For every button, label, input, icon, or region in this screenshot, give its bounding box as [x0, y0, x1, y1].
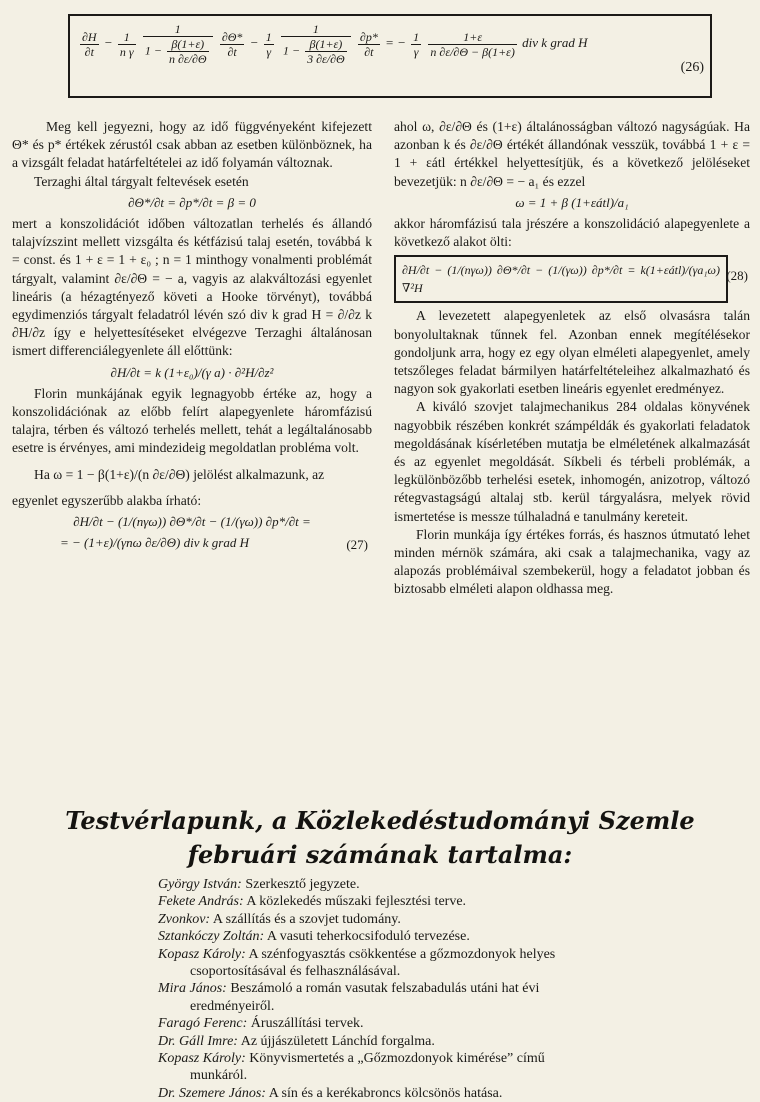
- toc-title: Áruszállítási tervek.: [250, 1016, 364, 1032]
- paragraph: Meg kell jegyezni, hogy az idő függvényeként kifejezett Θ* és p* értékek zérustól csak abban az esetben különböznek, ha a vizsgált feladat határfeltételei az idő folyamán változnak.: [12, 119, 372, 171]
- toc-author: Sztankóczy Zoltán:: [158, 929, 265, 945]
- section-heading: Testvérlapunk, a Közlekedéstudományi Szemle: [65, 806, 695, 835]
- toc-entry: [158, 1033, 748, 1050]
- toc-title-continued: eredményeiről.: [190, 998, 275, 1014]
- equation: = − (1+ε)/(γnω ∂ε/∂Θ) div k grad H: [60, 535, 249, 551]
- equation: ∂Θ*/∂t = ∂p*/∂t = β = 0: [128, 194, 256, 210]
- toc-author: Kopasz Károly:: [158, 946, 246, 962]
- toc-author: Dr. Gáll Imre:: [158, 1033, 238, 1049]
- toc-title: A közlekedés műszaki fejlesztési terve.: [246, 894, 467, 910]
- toc-title: Az újjászületett Lánchíd forgalma.: [240, 1033, 435, 1049]
- equation-28: ∂H/∂t − (1/(nγω)) ∂Θ*/∂t − (1/(γω)) ∂p*/∂t = k(1+εátl)/(γa₁ω) ∇²H: [402, 263, 720, 296]
- toc-list: [158, 876, 748, 1102]
- equation-number: (27): [346, 537, 368, 553]
- toc-entry: [158, 1015, 748, 1032]
- equation: ω = 1 + β (1+εátl)/a₁: [515, 194, 629, 210]
- paragraph: A levezetett alapegyenletek az első olvasásra talán bonyolultaknak tűnnek fel. Azonban ennek megítélésekor gondoljunk arra, hogy ez egy olyan elméleti alapegyenlet, amely tetszőleges feladat bármilyen határfeltételeihez alkalmazható és nagyon sok gyakorlati esetben lineáris egyenlet eredményez.: [394, 308, 750, 397]
- toc-title: Szerkesztő jegyzete.: [245, 877, 360, 892]
- equation-28-box: [394, 255, 728, 303]
- equation-26-box: [68, 14, 712, 98]
- toc-author: Dr. Szemere János:: [158, 1085, 266, 1101]
- paragraph: egyenlet egyszerűbb alakba írható:: [12, 492, 202, 508]
- equation: ∂H/∂t − (1/(nγω)) ∂Θ*/∂t − (1/(γω)) ∂p*/∂t =: [73, 514, 311, 530]
- toc-title: A szállítás és a szovjet tudomány.: [212, 911, 401, 927]
- section-subheading: februári számának tartalma:: [187, 840, 573, 869]
- toc-title: A sín és a kerékabroncs kölcsönös hatása.: [268, 1085, 503, 1101]
- toc-entry: [158, 928, 748, 945]
- paragraph: A kiváló szovjet talajmechanikus 284 oldalas könyvének nagyobbik részében konkrét számpéldák és gyakorlati feladatok megoldásának kísérletében mutatja be elméletének alkalmazását és az egyenlet megoldását. Síkbeli és térbeli problémák, a legkülönbözőbb terhelési esetek, inhomogén, anizotrop, változó rétegvastagságú altalaj stb. kerül tárgyalásra, melyek rövid ismertetése is messze túlhaladná e tanulmány kereteit.: [394, 399, 750, 524]
- toc-title: A vasuti teherkocsifoduló tervezése.: [266, 929, 470, 945]
- toc-entry: [158, 946, 748, 981]
- toc-title: Könyvismertetés a „Gőzmozdonyok kimérése” című: [249, 1051, 545, 1067]
- equation-number: (26): [680, 60, 704, 75]
- paragraph: Florin munkájának egyik legnagyobb értéke az, hogy a konszolidációnak az előbb felírt alapegyenlete háromfázisú talajra, térben és változó terhelés mellett, tehát a legáltalánosabb esetre is érvényes, ami mindezideig megoldatlan probléma volt.: [12, 385, 372, 456]
- toc-title: A szénfogyasztás csökkentése a gőzmozdonyok helyes: [248, 946, 556, 962]
- toc-title-continued: csoportosításával és felhasználásával.: [190, 964, 401, 980]
- equation: ∂H/∂t = k (1+ε₀)/(γ a) · ∂²H/∂z²: [110, 364, 274, 380]
- toc-entry: [158, 876, 748, 893]
- paragraph: Ha ω = 1 − β(1+ε)/(n ∂ε/∂Θ) jelölést alkalmazunk, az: [34, 466, 325, 482]
- toc-entry: [158, 980, 748, 1015]
- toc-entry: [158, 893, 748, 910]
- toc-title-continued: munkáról.: [190, 1068, 248, 1084]
- equation-number: (28): [726, 268, 748, 284]
- left-column: [12, 118, 372, 555]
- toc-author: Kopasz Károly:: [158, 1051, 246, 1067]
- right-column: [394, 118, 750, 599]
- paragraph: Florin munkája így értékes forrás, és hasznos útmutató lehet minden mérnök számára, aki csak a talajmechanika, vagy az alapozás problémáival szembekerül, hogy a feladatot jobban és biztosabb elméleti alapon oldhassa meg.: [394, 526, 750, 597]
- paragraph: Terzaghi által tárgyalt feltevések esetén: [34, 173, 249, 189]
- toc-author: Faragó Ferenc:: [158, 1016, 248, 1032]
- toc-entry: [158, 1050, 748, 1085]
- toc-author: Zvonkov:: [158, 911, 211, 927]
- paragraph: akkor háromfázisú tala jrészére a konszolidáció alapegyenlete a következő alakot ölti:: [394, 216, 750, 250]
- paragraph: ahol ω, ∂ε/∂Θ és (1+ε) általánosságban változó nagyságúak. Ha azonban k és ∂ε/∂Θ értékét állandónak vesszük, továbbá 1 + ε = 1 + εátl értékkel helyettesítjük, és a következő jelöléseket bevezetjük: n ∂ε/∂Θ = − a₁ és ezzel: [394, 119, 750, 189]
- toc-title: Beszámoló a román vasutak felszabadulás utáni hat évi: [230, 981, 540, 997]
- paragraph: mert a konszolidációt időben változatlan terhelés és állandó talajvízszint mellett vizsgálta és kétfázisú talaj esetén, továbbá k = const. és 1 + ε = 1 + ε₀ ; n = 1 minthogy vonalmenti problémát tárgyalt, valamint ∂ε/∂Θ = − a, vagyis az alakváltozási egyenlet lineáris (a hézagtényező követi a Hooke törvényt), továbbá egydimenziós tárgyalt feladatról lévén szó div k grad H = ∂/∂z k ∂H/∂z így e helyettesítéseket elvégezve Terzaghi általánosan ismert differenciálegyenlete áll előttünk:: [12, 216, 372, 359]
- equation-26: $\frac{\partial H}{\partial t}$ − $\frac{1}{\text{n γ}}$ 1 1 − $\frac{\beta(1+\varepsilon)}{n \partial\varepsilon/\partial\Theta}$ $\frac{\partial\Theta*}{\partial t}$ − $\frac{1}{\gamma}$ 1 1 − $\frac{\beta(1+\varepsilon)}{3 \partial\varepsilon/\partial\Theta}$ $\frac{\partial p*}{\partial t}$ = − $\frac{1}{\gamma}$ $\frac{1+\varepsilon}{n \partial\varepsilon/\partial\Theta - \beta(1+\varepsilon)}$ div k grad H: [82, 22, 588, 66]
- toc-entry: [158, 911, 748, 928]
- toc-author: Fekete András:: [158, 894, 244, 910]
- toc-entry: [158, 1085, 748, 1102]
- toc-author: Mira János:: [158, 981, 227, 997]
- toc-author: György István:: [158, 877, 242, 892]
